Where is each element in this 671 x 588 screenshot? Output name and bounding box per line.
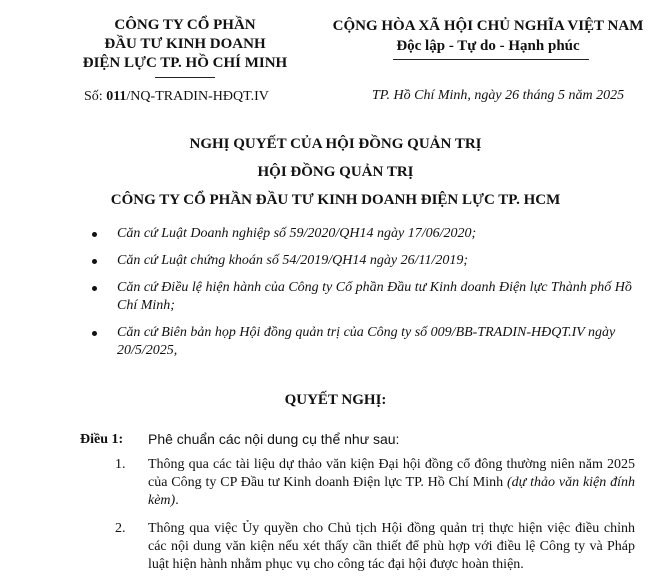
company-underline	[155, 77, 215, 78]
list-item	[92, 225, 652, 243]
national-motto: Độc lập - Tự do - Hạnh phúc	[396, 38, 580, 54]
item-body	[148, 520, 635, 574]
item-number: 2.	[115, 521, 126, 536]
company-line-3: ĐIỆN LỰC TP. HỒ CHÍ MINH	[82, 55, 288, 71]
list-item	[92, 252, 652, 270]
bullet-icon	[92, 286, 97, 291]
article-item-2	[115, 520, 635, 574]
article-item-1	[115, 456, 635, 510]
item-end: .	[175, 493, 179, 508]
bullet-icon	[92, 331, 97, 336]
item-text: Thông qua các tài liệu dự thảo văn kiện Đại hội đồng cổ đông thường niên năm 2025 của Công ty CP Đầu tư Kinh doanh Điện lực TP. Hồ Chí Minh	[148, 457, 635, 490]
list-item	[92, 324, 652, 360]
doc-no-prefix: Số:	[84, 89, 107, 104]
legal-bases-list	[92, 225, 652, 369]
republic-title: CỘNG HÒA XÃ HỘI CHỦ NGHĨA VIỆT NAM	[332, 18, 644, 34]
company-line-1: CÔNG TY CỔ PHẦN	[114, 17, 256, 33]
document-date: TP. Hồ Chí Minh, ngày 26 tháng 5 năm 2025	[372, 88, 625, 103]
company-name-block	[70, 16, 300, 73]
basis-text: Căn cứ Luật chứng khoán số 54/2019/QH14 ngày 26/11/2019;	[117, 253, 468, 268]
company-line-2: ĐẦU TƯ KINH DOANH	[104, 36, 266, 52]
basis-text: Căn cứ Biên bản họp Hội đồng quản trị của Công ty số 009/BB-TRADIN-HĐQT.IV ngày 20/5/2025,	[117, 325, 616, 358]
bullet-icon	[92, 232, 97, 237]
national-heading-block	[318, 16, 658, 56]
board-title: HỘI ĐỒNG QUẢN TRỊ	[257, 164, 414, 180]
item-italic-note: (dự thảo văn kiện đính kèm)	[148, 475, 636, 508]
item-body	[148, 456, 635, 510]
article-text: Phê chuẩn các nội dung cụ thể như sau:	[148, 431, 400, 447]
document-number	[84, 89, 269, 105]
resolution-title: NGHỊ QUYẾT CỦA HỘI ĐỒNG QUẢN TRỊ	[189, 136, 482, 152]
resolve-heading: QUYẾT NGHỊ:	[284, 392, 387, 408]
basis-text: Căn cứ Điều lệ hiện hành của Công ty Cổ phần Đầu tư Kinh doanh Điện lực Thành phố Hồ Chí Minh;	[117, 280, 632, 313]
bullet-icon	[92, 259, 97, 264]
basis-text: Căn cứ Luật Doanh nghiệp số 59/2020/QH14 ngày 17/06/2020;	[117, 226, 477, 241]
item-text: Thông qua việc Ủy quyền cho Chủ tịch Hội đồng quản trị thực hiện việc điều chỉnh các nội dung văn kiện nếu xét thấy cần thiết để phù hợp với điều lệ Công ty và Pháp luật hiện hành nhằm phục vụ cho công tác đại hội được hoàn thiện.	[148, 521, 635, 572]
item-number: 1.	[115, 457, 126, 472]
company-title: CÔNG TY CỔ PHẦN ĐẦU TƯ KINH DOANH ĐIỆN LỰC TP. HCM	[110, 192, 561, 208]
doc-no-value: 011	[106, 89, 127, 104]
list-item	[92, 279, 652, 315]
motto-underline	[393, 59, 589, 60]
article-label: Điều 1:	[80, 432, 124, 447]
doc-no-suffix: /NQ-TRADIN-HĐQT.IV	[126, 89, 269, 104]
